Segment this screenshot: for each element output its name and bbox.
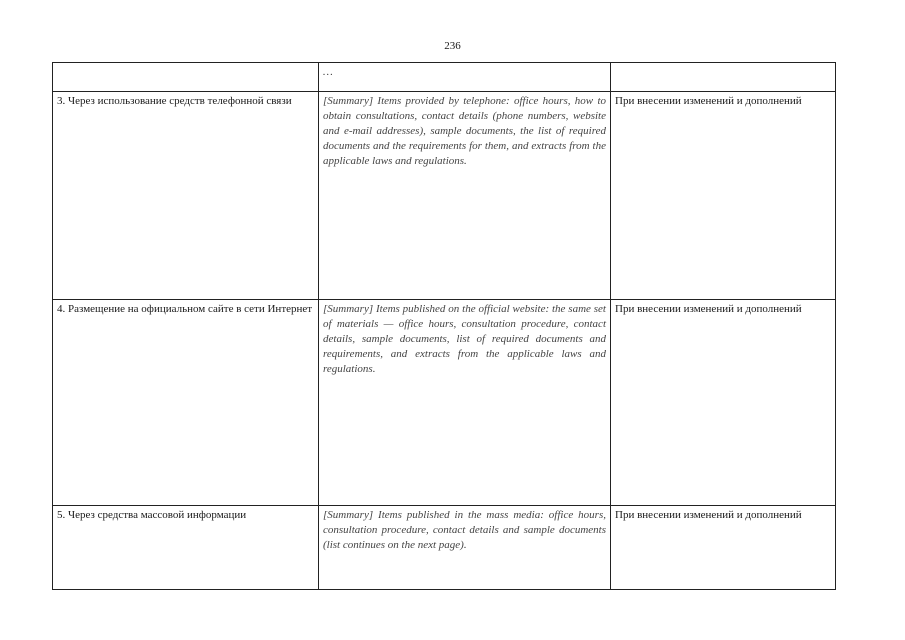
timing-cell: При внесении изменений и дополнений (611, 506, 836, 590)
page-number: 236 (444, 40, 461, 52)
info-table (52, 62, 836, 590)
table-row (53, 63, 836, 92)
timing-cell: При внесении изменений и дополнений (611, 92, 836, 300)
method-cell: 3. Через использование средств телефонной связи (53, 92, 319, 300)
method-cell: 4. Размещение на официальном сайте в сети Интернет (53, 300, 319, 506)
timing-cell: При внесении изменений и дополнений (611, 300, 836, 506)
table-row (53, 506, 836, 590)
table-row (53, 92, 836, 300)
table-row (53, 300, 836, 506)
content-cell: [Summary] Items published in the mass media: office hours, consultation procedure, contact details and sample documents (list continues on the next page). (319, 506, 611, 590)
method-cell: 5. Через средства массовой информации (53, 506, 319, 590)
content-cell: … (319, 63, 611, 92)
content-cell: [Summary] Items published on the official website: the same set of materials — office hours, consultation procedure, contact details, sample documents, list of required documents and requirements, and extracts from the applicable laws and regulations. (319, 300, 611, 506)
timing-cell (611, 63, 836, 92)
method-cell (53, 63, 319, 92)
content-cell: [Summary] Items provided by telephone: office hours, how to obtain consultations, contact details (phone numbers, website and e-mail addresses), sample documents, the list of required documents and the requirements for them, and extracts from the applicable laws and regulations. (319, 92, 611, 300)
